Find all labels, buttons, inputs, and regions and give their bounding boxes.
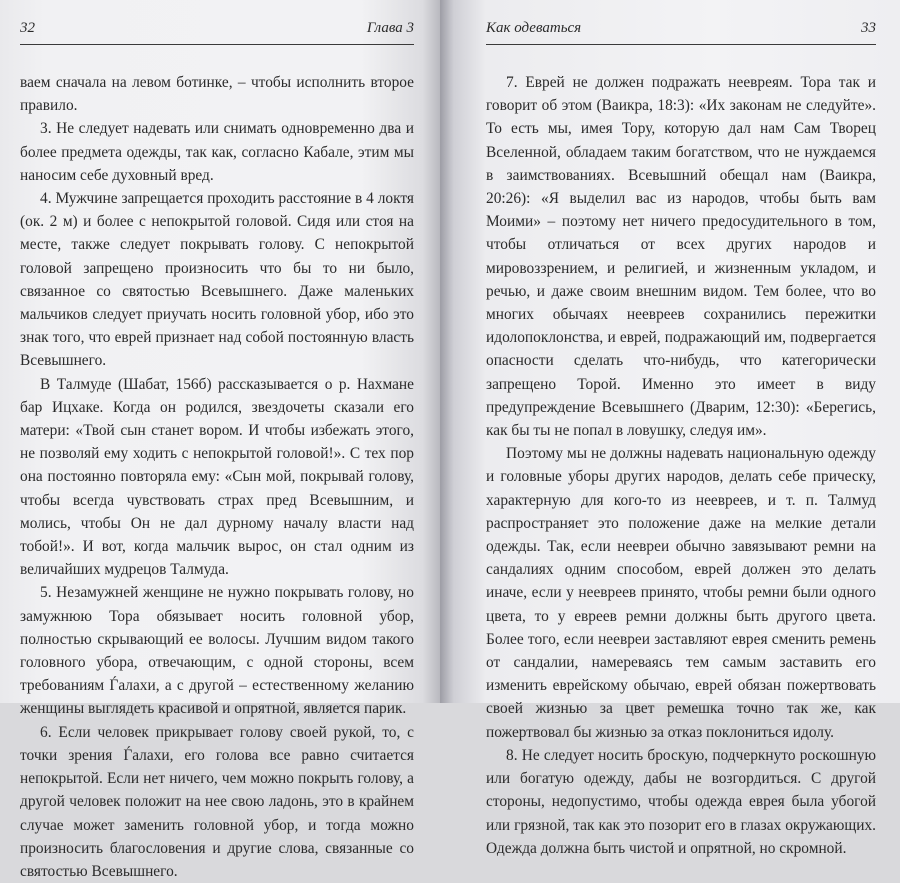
paragraph: 6. Если человек прикрывает голову своей рукой, то, с точки зрения Ѓалахи, его голова все равно считается непокрытой. Если нет ничего, чем можно покрыть голову, а другой человек положит на нее свою ладонь, это в крайнем случае может заменить головной убор, и тогда можно произносить благословения и другие слова, связанные со святостью Всевышнего. xyxy=(20,723,414,880)
left-page-header xyxy=(20,18,414,45)
running-head-title: Как одеваться xyxy=(486,20,582,36)
page-number-left: 32 xyxy=(20,20,35,36)
page-number-right: 33 xyxy=(861,20,876,36)
paragraph: ваем сначала на левом ботинке, – чтобы исполнить второе правило. xyxy=(20,74,414,115)
paragraph: 4. Мужчине запрещается проходить расстояние в 4 локтя (ок. 2 м) и более с непокрытой головой. Сидя или стоя на месте, также следует покрывать голову. С непокрытой головой запрещено произносить что бы то ни было, связанное со святостью Всевышнего. Даже маленьких мальчиков следует приучать носить головной убор, ибо это знак того, что еврей признает над собой постоянную власть Всевышнего. xyxy=(20,190,414,370)
running-head-chapter: Глава 3 xyxy=(366,20,414,36)
right-page xyxy=(440,0,900,857)
paragraph: 5. Незамужней женщине не нужно покрывать голову, но замужнюю Тора обязывает носить головной убор, полностью скрывающий ее волосы. Лучшим видом такого головного убора, отвечающим, с одной стороны, всем требованиям Ѓалахи, а с другой – естественному желанию женщины выглядеть красивой и опрятной, является парик. xyxy=(20,584,414,718)
paragraph: В Талмуде (Шабат, 156б) рассказывается о р. Нахмане бар Ицхаке. Когда он родился, звездочеты сказали его матери: «Твой сын станет вором. И чтобы избежать этого, не позволяй ему ходить с непокрытой головой!». С тех пор она постоянно повторяла ему: «Сын мой, покрывай голову, чтобы всегда чувствовать страх пред Всевышним, и молись, чтобы Он не дал дурному началу власти над тобой!». И вот, когда мальчик вырос, он стал одним из величайших мудрецов Талмуда. xyxy=(20,375,414,579)
paragraph: 8. Не следует носить броскую, подчеркнуто роскошную или богатую одежду, дабы не возгордиться. С другой стороны, недопустимо, чтобы одежда еврея была убогой или грязной, так как это позорит его в глазах окружающих. Одежда должна быть чистой и опрятной, но скромной. xyxy=(486,746,876,857)
right-page-body xyxy=(486,71,876,860)
left-page xyxy=(0,0,440,880)
paragraph: Поэтому мы не должны надевать национальную одежду и головные уборы других народов, делать себе прическу, характерную для кого-то из неевреев, и т. п. Талмуд распространяет это положение даже на мелкие детали одежды. Так, если неевреи обычно завязывают ремни на сандалиях одним способом, еврей должен это делать иначе, если у неевреев принято, чтобы ремни были одного цвета, то у евреев ремни должны быть другого цвета. Более того, если неевреи заставляют еврея сменить ремень от сандалии, намереваясь тем самым заставить его изменить еврейскому обычаю, еврей обязан пожертвовать своей жизнью за цвет ремешка точно так же, как пожертвовал бы жизнью за отказ поклониться идолу. xyxy=(486,445,876,741)
right-page-header xyxy=(486,18,876,45)
paragraph: 3. Не следует надевать или снимать одновременно два и более предмета одежды, так как, согласно Кабале, этим мы наносим себе духовный вред. xyxy=(20,120,414,184)
paragraph: 7. Еврей не должен подражать неевреям. Тора так и говорит об этом (Ваикра, 18:3): «Их законам не следуйте». То есть мы, имея Тору, которую дал нам Сам Творец Вселенной, обладаем таким богатством, что не нуждаемся в заимствованиях. Всевышний обещал нам (Ваикра, 20:26): «Я выделил вас из народов, чтобы быть вам Моими» – поэтому нет ничего предосудительного в том, чтобы отличаться от всех других народов и мировоззрением, и религией, и жизненным укладом, и речью, и даже своим внешним видом. Тем более, что во многих обычаях неевреев сохранились пережитки идолопоклонства, и еврей, подражающий им, подвергается опасности сделать что-нибудь, что категорически запрещено Торой. Именно это имеет в виду предупреждение Всевышнего (Дварим, 12:30): «Берегись, как бы ты не попал в ловушку, следуя им». xyxy=(486,74,876,440)
left-page-body xyxy=(20,71,414,883)
